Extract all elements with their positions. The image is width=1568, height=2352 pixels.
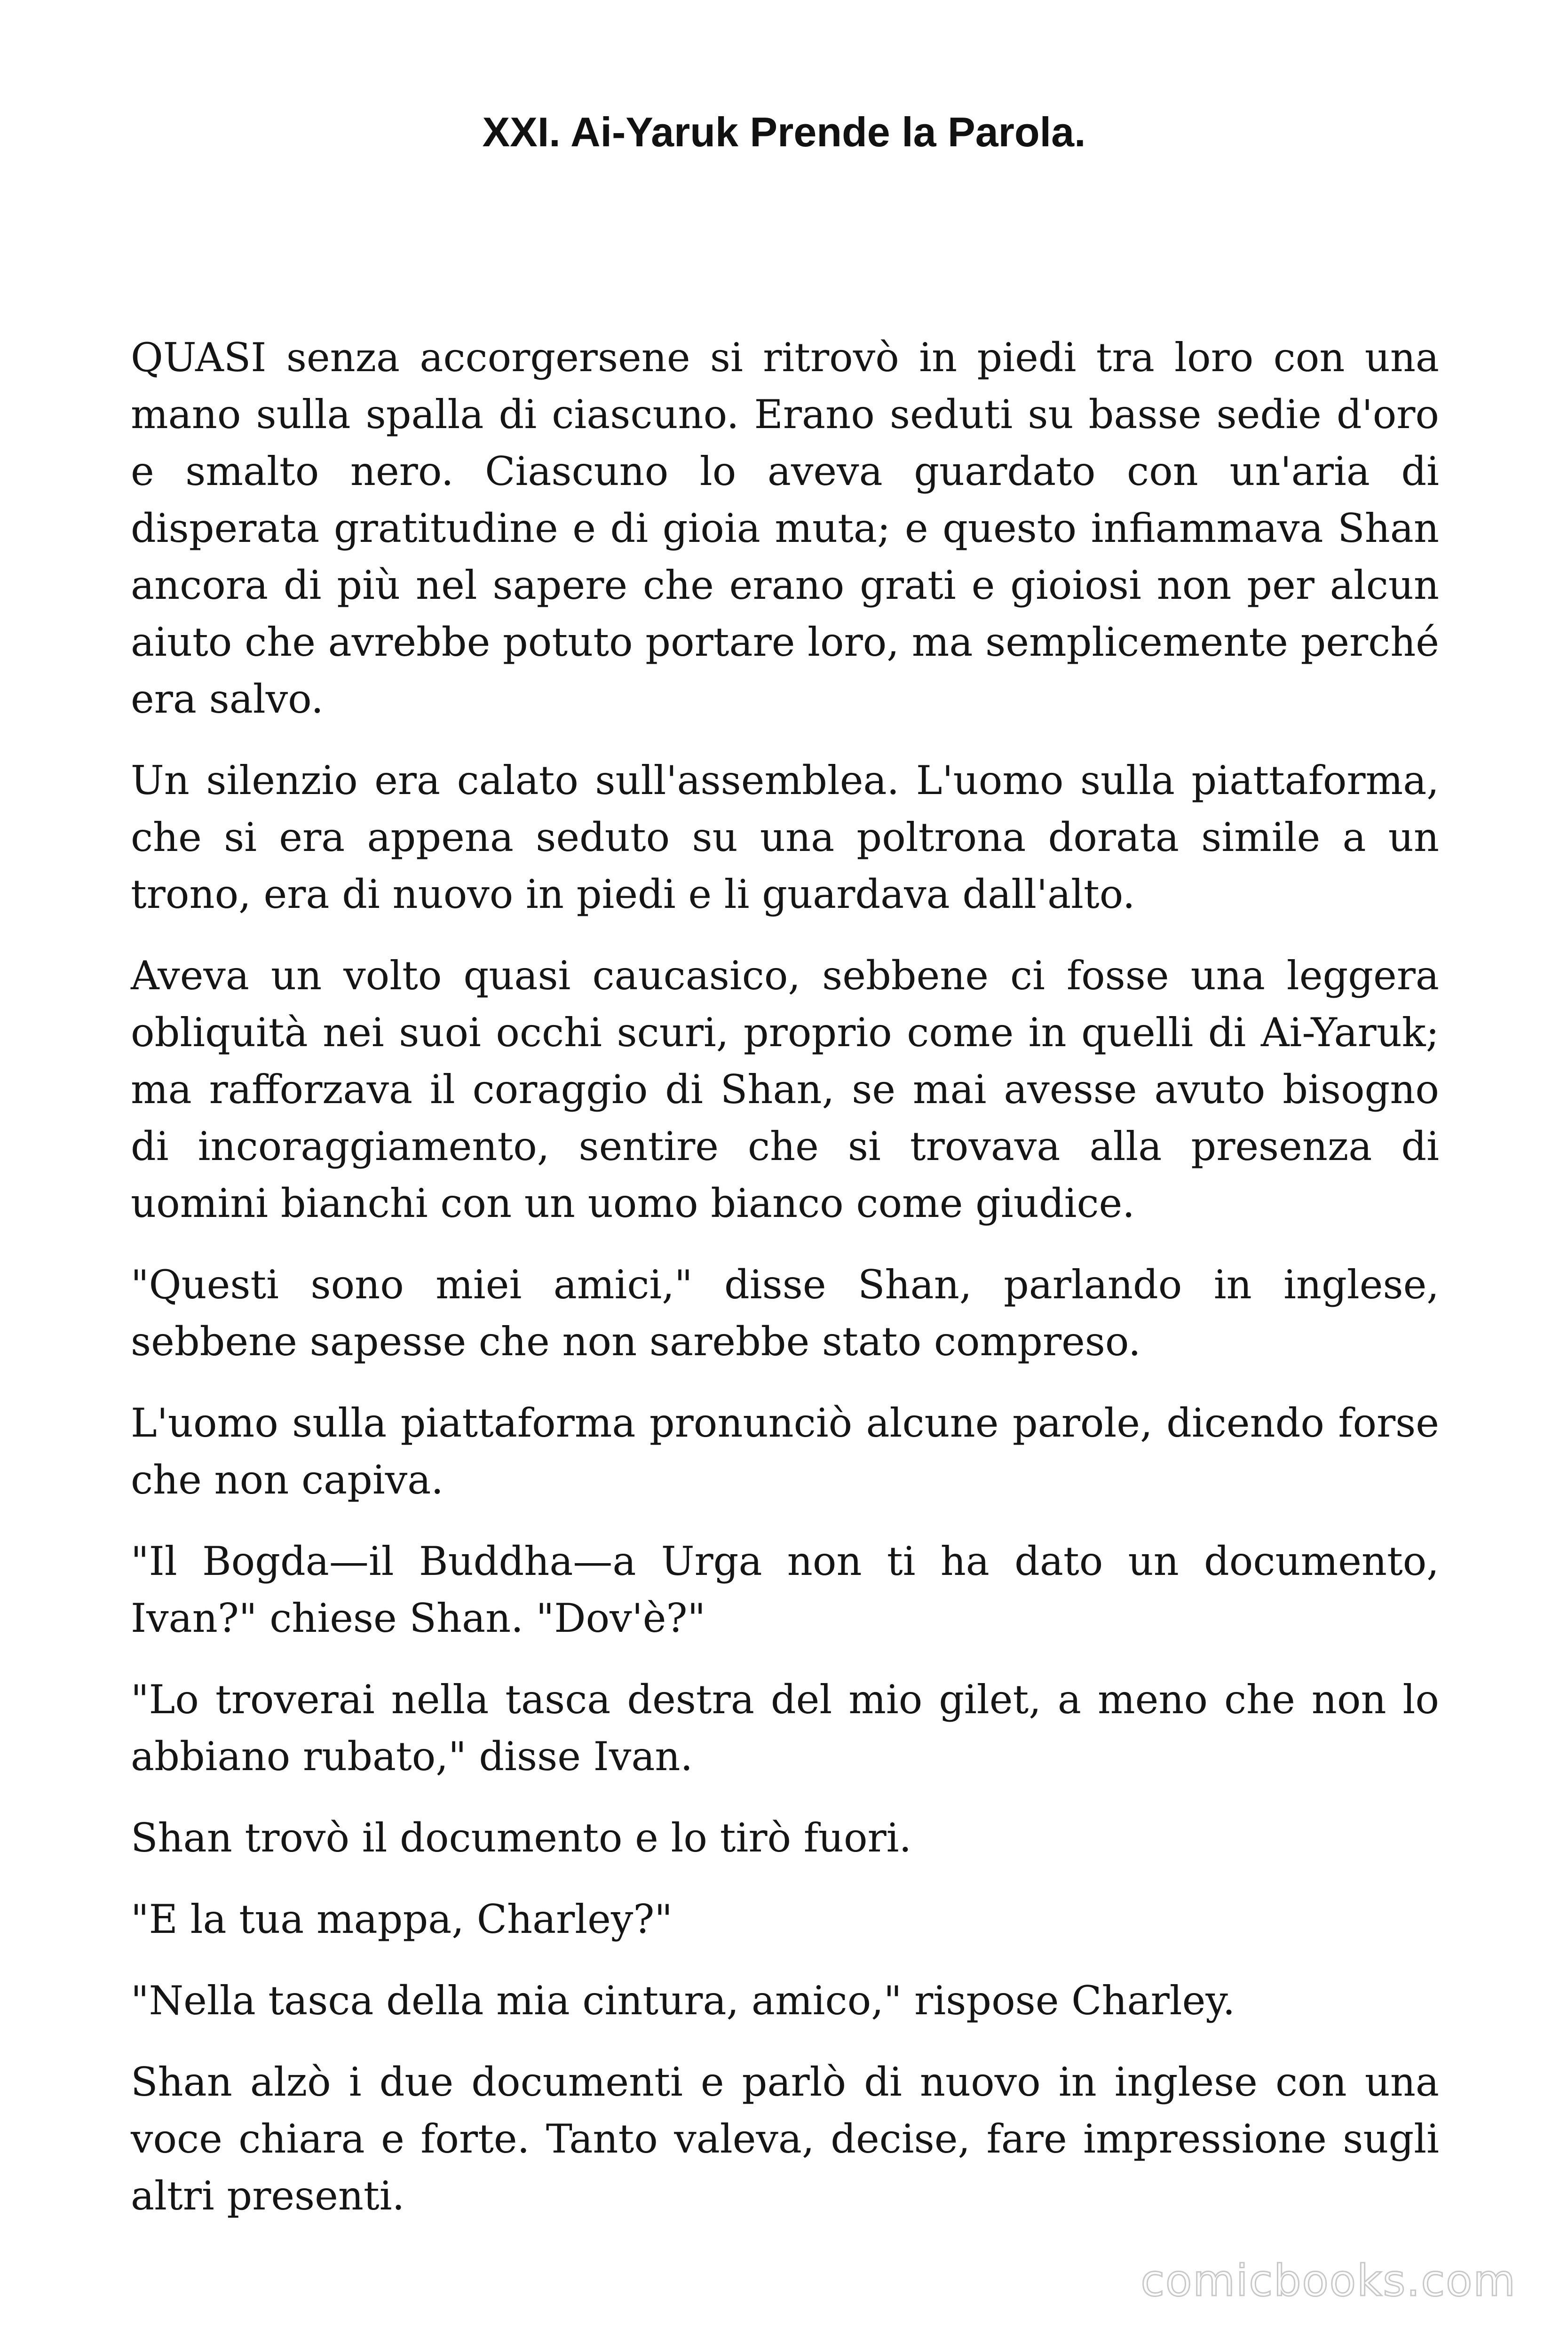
paragraph: QUASI senza accorgersene si ritrovò in piedi tra loro con una mano sulla spalla di ciascuno. Erano seduti su basse sedie d'oro e smalto nero. Ciascuno lo aveva guardato con un'aria di disperata gratitudine e di gioia muta; e questo infiammava Shan ancora di più nel sapere che erano grati e gioiosi non per alcun aiuto che avrebbe potuto portare loro, ma semplicemente perché era salvo. — [131, 334, 1439, 722]
watermark: comicbooks.com — [1140, 2256, 1516, 2306]
paragraph: "Nella tasca della mia cintura, amico," rispose Charley. — [131, 1978, 1235, 2024]
paragraph: "Il Bogda—il Buddha—a Urga non ti ha dato un documento, Ivan?" chiese Shan. "Dov'è?" — [131, 1538, 1439, 1641]
chapter-title: XXI. Ai-Yaruk Prende la Parola. — [482, 109, 1086, 155]
paragraph: "E la tua mappa, Charley?" — [131, 1896, 673, 1942]
paragraph: "Lo troverai nella tasca destra del mio gilet, a meno che non lo abbiano rubato," disse Ivan. — [131, 1677, 1439, 1780]
paragraph: Shan alzò i due documenti e parlò di nuovo in inglese con una voce chiara e forte. Tanto valeva, decise, fare impressione sugli altri presenti. — [131, 2059, 1439, 2219]
paragraph: Aveva un volto quasi caucasico, sebbene ci fosse una leggera obliquità nei suoi occhi scuri, proprio come in quelli di Ai-Yaruk; ma rafforzava il coraggio di Shan, se mai avesse avuto bisogno di incoraggiamento, sentire che si trovava alla presenza di uomini bianchi con un uomo bianco come giudice. — [131, 953, 1439, 1226]
paragraph: Shan trovò il documento e lo tirò fuori. — [131, 1815, 912, 1861]
paragraph: "Questi sono miei amici," disse Shan, parlando in inglese, sebbene sapesse che non sarebbe stato compreso. — [131, 1262, 1439, 1365]
chapter-body — [131, 329, 1439, 2249]
paragraph: L'uomo sulla piattaforma pronunciò alcune parole, dicendo forse che non capiva. — [131, 1400, 1439, 1503]
paragraph: Un silenzio era calato sull'assemblea. L'uomo sulla piattaforma, che si era appena seduto su una poltrona dorata simile a un trono, era di nuovo in piedi e li guardava dall'alto. — [131, 757, 1439, 917]
